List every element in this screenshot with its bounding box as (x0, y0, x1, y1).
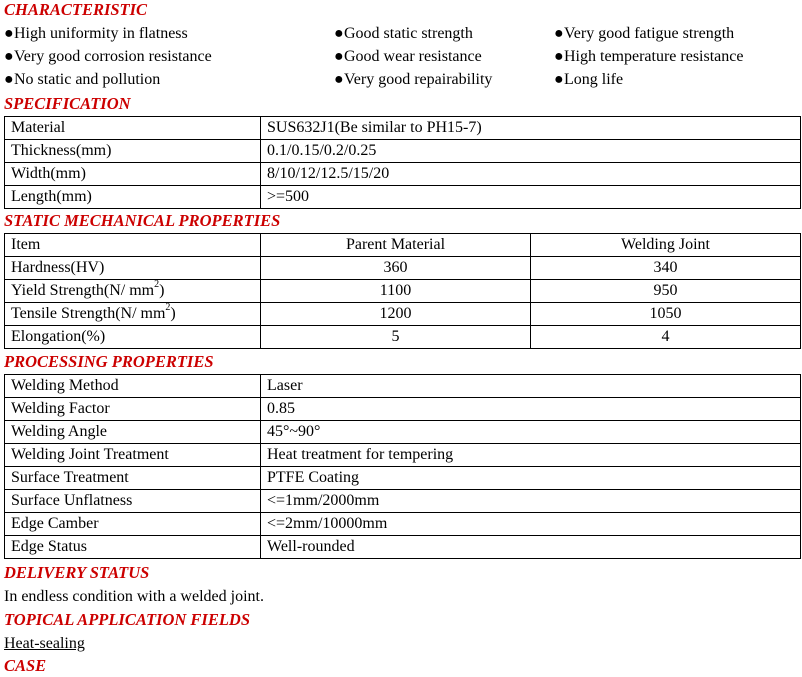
processing-heading: PROCESSING PROPERTIES (4, 352, 214, 371)
table-row (5, 163, 801, 186)
table-cell-value: 45°~90° (261, 421, 801, 444)
table-cell-value: Heat treatment for tempering (261, 444, 801, 467)
bullet-icon: ● (4, 25, 14, 42)
feature-label: Very good repairability (344, 71, 493, 88)
feature-item (554, 22, 734, 45)
table-cell-label: Welding Method (5, 375, 261, 398)
table-cell-label: Width(mm) (5, 163, 261, 186)
feature-item (554, 45, 743, 68)
table-row (5, 257, 801, 280)
table-row (5, 444, 801, 467)
application-link[interactable]: Heat-sealing (4, 635, 85, 652)
feature-label: Good static strength (344, 25, 473, 42)
feature-item (4, 68, 160, 91)
feature-item (334, 68, 492, 91)
bullet-icon: ● (334, 48, 344, 65)
feature-label: Long life (564, 71, 624, 88)
table-cell-welding: 4 (531, 326, 801, 349)
table-cell-label: Welding Angle (5, 421, 261, 444)
characteristic-heading: CHARACTERISTIC (4, 0, 148, 19)
table-cell-parent: 1200 (261, 303, 531, 326)
table-cell-label: Edge Status (5, 536, 261, 559)
table-cell-label: Elongation(%) (5, 326, 261, 349)
table-cell-value: <=2mm/10000mm (261, 513, 801, 536)
bullet-icon: ● (554, 48, 564, 65)
table-cell-label: Material (5, 117, 261, 140)
column-header-item: Item (5, 234, 261, 257)
processing-table (4, 374, 801, 559)
table-row (5, 140, 801, 163)
table-cell-value: Well-rounded (261, 536, 801, 559)
table-cell-welding: 1050 (531, 303, 801, 326)
feature-label: No static and pollution (14, 71, 161, 88)
case-heading: CASE (4, 656, 47, 675)
table-row (5, 375, 801, 398)
feature-label: Good wear resistance (344, 48, 482, 65)
table-cell-label: Welding Factor (5, 398, 261, 421)
table-row (5, 421, 801, 444)
feature-item (334, 45, 482, 68)
table-cell-welding: 340 (531, 257, 801, 280)
bullet-icon: ● (334, 71, 344, 88)
column-header-welding: Welding Joint (531, 234, 801, 257)
table-cell-welding: 950 (531, 280, 801, 303)
table-cell-label: Edge Camber (5, 513, 261, 536)
table-cell-value: <=1mm/2000mm (261, 490, 801, 513)
column-header-parent: Parent Material (261, 234, 531, 257)
table-cell-label: Surface Unflatness (5, 490, 261, 513)
feature-label: Very good corrosion resistance (14, 48, 212, 65)
bullet-icon: ● (4, 48, 14, 65)
table-cell-label: Length(mm) (5, 186, 261, 209)
bullet-icon: ● (334, 25, 344, 42)
table-cell-label: Tensile Strength(N/ $mm^2$) (5, 303, 261, 326)
bullet-icon: ● (554, 25, 564, 42)
table-row (5, 398, 801, 421)
table-row (5, 280, 801, 303)
application-heading: TOPICAL APPLICATION FIELDS (4, 610, 251, 629)
table-cell-label: Thickness(mm) (5, 140, 261, 163)
table-row (5, 186, 801, 209)
table-row (5, 490, 801, 513)
table-cell-label: Surface Treatment (5, 467, 261, 490)
table-row (5, 467, 801, 490)
table-cell-label: Welding Joint Treatment (5, 444, 261, 467)
table-cell-value: 8/10/12/12.5/15/20 (261, 163, 801, 186)
feature-item (554, 68, 623, 91)
table-row (5, 117, 801, 140)
table-cell-parent: 360 (261, 257, 531, 280)
table-cell-value: 0.85 (261, 398, 801, 421)
table-cell-value: SUS632J1(Be similar to PH15-7) (261, 117, 801, 140)
table-cell-parent: 1100 (261, 280, 531, 303)
feature-label: High uniformity in flatness (14, 25, 188, 42)
feature-item (4, 45, 212, 68)
static-mechanical-heading: STATIC MECHANICAL PROPERTIES (4, 211, 281, 230)
table-row (5, 303, 801, 326)
static-mechanical-table (4, 233, 801, 349)
delivery-heading: DELIVERY STATUS (4, 563, 150, 582)
table-cell-label: Hardness(HV) (5, 257, 261, 280)
table-row (5, 513, 801, 536)
bullet-icon: ● (4, 71, 14, 88)
specification-heading: SPECIFICATION (4, 94, 131, 113)
table-header-row (5, 234, 801, 257)
feature-label: High temperature resistance (564, 48, 744, 65)
bullet-icon: ● (554, 71, 564, 88)
feature-item (334, 22, 473, 45)
table-cell-value: PTFE Coating (261, 467, 801, 490)
table-cell-parent: 5 (261, 326, 531, 349)
table-row (5, 326, 801, 349)
table-cell-value: 0.1/0.15/0.2/0.25 (261, 140, 801, 163)
feature-label: Very good fatigue strength (564, 25, 735, 42)
table-row (5, 536, 801, 559)
feature-item (4, 22, 188, 45)
table-cell-value: Laser (261, 375, 801, 398)
specification-table (4, 116, 801, 209)
table-cell-value: >=500 (261, 186, 801, 209)
delivery-text: In endless condition with a welded joint. (4, 588, 264, 605)
table-cell-label: Yield Strength(N/ $mm^2$) (5, 280, 261, 303)
